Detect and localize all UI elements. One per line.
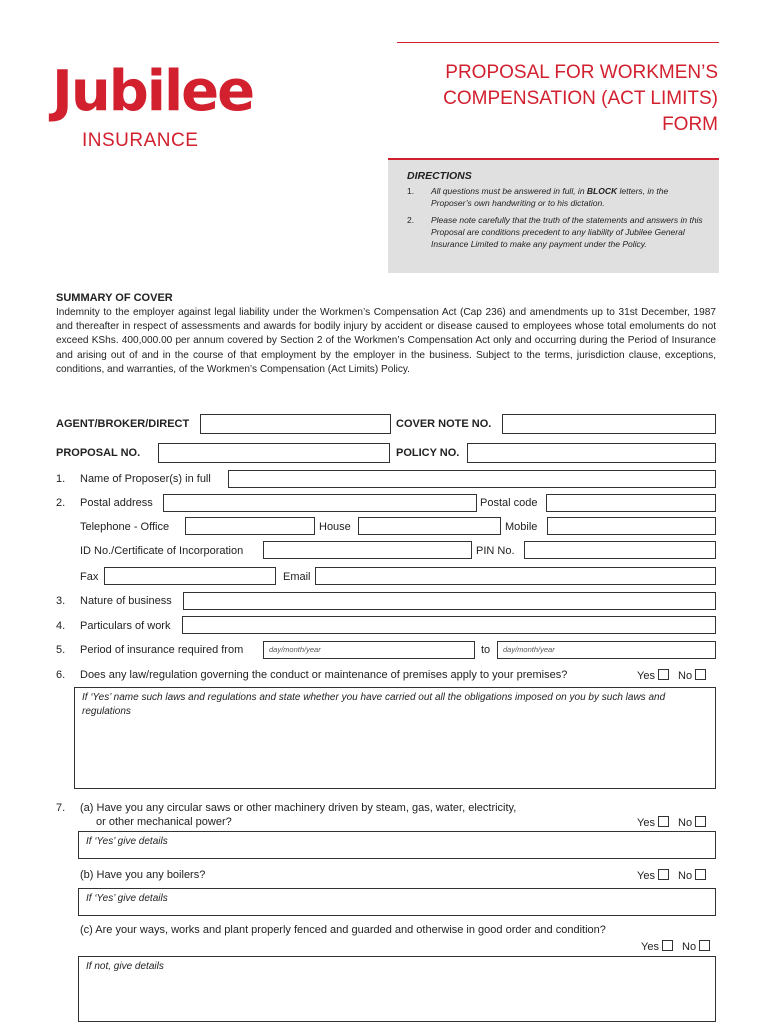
- no-label: No: [678, 817, 693, 829]
- jubilee-logo: Jubilee: [52, 59, 254, 124]
- header-rule: [397, 42, 719, 43]
- question-number: 2.: [56, 497, 66, 509]
- postal-code-input[interactable]: [546, 494, 716, 512]
- yes-label: Yes: [641, 941, 659, 953]
- period-from-input[interactable]: day/month/year: [263, 641, 475, 659]
- id-no-label: ID No./Certificate of Incorporation: [80, 545, 244, 557]
- direction-number: 1.: [407, 186, 415, 196]
- direction-item: [407, 214, 709, 250]
- direction-item: [407, 185, 709, 209]
- direction-text: Please note carefully that the truth of the statements and answers in this Proposal are conditions precedent to any liability of Jubilee General Insurance Limited to make any payment under the Policy.: [431, 215, 703, 249]
- proposal-no-label: PROPOSAL NO.: [56, 447, 141, 459]
- question-number: 7.: [56, 802, 66, 814]
- logo-subtitle: INSURANCE: [82, 130, 199, 151]
- directions-panel: [388, 160, 719, 273]
- q7a-question: (a) Have you any circular saws or other machinery driven by steam, gas, water, electricity,: [80, 802, 517, 814]
- q7b-question: (b) Have you any boilers?: [80, 869, 206, 881]
- q7c-no-checkbox[interactable]: [699, 940, 710, 951]
- no-label: No: [678, 870, 693, 882]
- period-of-insurance-label: Period of insurance required from: [80, 644, 244, 656]
- question-number: 3.: [56, 595, 66, 607]
- proposer-name-label: Name of Proposer(s) in full: [80, 473, 211, 485]
- proposer-name-input[interactable]: [228, 470, 716, 488]
- q7a-question-cont: or other mechanical power?: [96, 816, 232, 828]
- yes-label: Yes: [637, 670, 655, 682]
- to-label: to: [481, 644, 491, 656]
- cover-note-label: COVER NOTE NO.: [396, 418, 492, 430]
- yes-label: Yes: [637, 870, 655, 882]
- pin-no-input[interactable]: [524, 541, 716, 559]
- telephone-office-input[interactable]: [185, 517, 315, 535]
- telephone-office-label: Telephone - Office: [80, 521, 170, 533]
- proposal-no-input[interactable]: [158, 443, 390, 463]
- direction-number: 2.: [407, 215, 415, 225]
- directions-heading: DIRECTIONS: [407, 170, 472, 182]
- summary-text: Indemnity to the employer against legal liability under the Workmen’s Compensation Act (Cap 236) and amendments up to 31st December, 1987 and thereafter in respect of assessments and awards for bodily injury by accident or disease caused to employees whose total emoluments do not exceed KShs. 400,000.00 per annum covered by Section 2 of the Workmen’s Compensation Act only and occurring during the Period of Insurance and arising out of and in the course of that employment by the employer in the business. Subject to the terms, jurisdiction clause, exceptions, conditions, and warranties, of the Workmen’s Compensation (Act Limits) Policy.: [56, 307, 716, 375]
- mobile-label: Mobile: [505, 521, 538, 533]
- q7b-yes-no: [637, 869, 706, 882]
- q7c-details-textarea[interactable]: If not, give details: [78, 956, 716, 1022]
- form-title: PROPOSAL FOR WORKMEN’S COMPENSATION (ACT LIMITS) FORM: [443, 62, 718, 135]
- house-label: House: [319, 521, 351, 533]
- q6-no-checkbox[interactable]: [695, 669, 706, 680]
- q7a-yes-checkbox[interactable]: [658, 816, 669, 827]
- pin-no-label: PIN No.: [476, 545, 515, 557]
- no-label: No: [678, 670, 693, 682]
- yes-label: Yes: [637, 817, 655, 829]
- q7c-yes-no: [641, 940, 710, 953]
- q7c-question: (c) Are your ways, works and plant properly fenced and guarded and otherwise in good order and condition?: [80, 924, 606, 936]
- q6-yes-checkbox[interactable]: [658, 669, 669, 680]
- q7a-details-input[interactable]: If ‘Yes’ give details: [78, 831, 716, 859]
- q7b-yes-checkbox[interactable]: [658, 869, 669, 880]
- fax-input[interactable]: [104, 567, 276, 585]
- q6-question: Does any law/regulation governing the conduct or maintenance of premises apply to your premises?: [80, 669, 568, 681]
- direction-text: All questions must be answered in full, in BLOCK letters, in the Proposer’s own handwriting or to his dictation.: [431, 186, 669, 208]
- agent-label: AGENT/BROKER/DIRECT: [56, 418, 190, 430]
- question-number: 4.: [56, 620, 66, 632]
- cover-note-input[interactable]: [502, 414, 716, 434]
- particulars-of-work-input[interactable]: [182, 616, 716, 634]
- summary-heading: SUMMARY OF COVER: [56, 292, 173, 304]
- email-label: Email: [283, 571, 311, 583]
- q7b-no-checkbox[interactable]: [695, 869, 706, 880]
- policy-no-input[interactable]: [467, 443, 716, 463]
- postal-code-label: Postal code: [480, 497, 538, 509]
- q7a-no-checkbox[interactable]: [695, 816, 706, 827]
- particulars-of-work-label: Particulars of work: [80, 620, 171, 632]
- no-label: No: [682, 941, 697, 953]
- q7c-yes-checkbox[interactable]: [662, 940, 673, 951]
- house-phone-input[interactable]: [358, 517, 501, 535]
- id-no-input[interactable]: [263, 541, 472, 559]
- q7b-details-input[interactable]: If ‘Yes’ give details: [78, 888, 716, 916]
- q6-yes-no: [637, 669, 706, 682]
- nature-of-business-input[interactable]: [183, 592, 716, 610]
- fax-label: Fax: [80, 571, 99, 583]
- question-number: 1.: [56, 473, 66, 485]
- agent-input[interactable]: [200, 414, 391, 434]
- question-number: 5.: [56, 644, 66, 656]
- mobile-input[interactable]: [547, 517, 716, 535]
- nature-of-business-label: Nature of business: [80, 595, 172, 607]
- q6-details-textarea[interactable]: If ‘Yes’ name such laws and regulations and state whether you have carried out all the obligations imposed on you by such laws and regulations: [74, 687, 716, 789]
- q7a-yes-no: [637, 816, 706, 829]
- postal-address-input[interactable]: [163, 494, 477, 512]
- email-input[interactable]: [315, 567, 716, 585]
- postal-address-label: Postal address: [80, 497, 153, 509]
- question-number: 6.: [56, 669, 66, 681]
- period-to-input[interactable]: day/month/year: [497, 641, 716, 659]
- policy-no-label: POLICY NO.: [396, 447, 460, 459]
